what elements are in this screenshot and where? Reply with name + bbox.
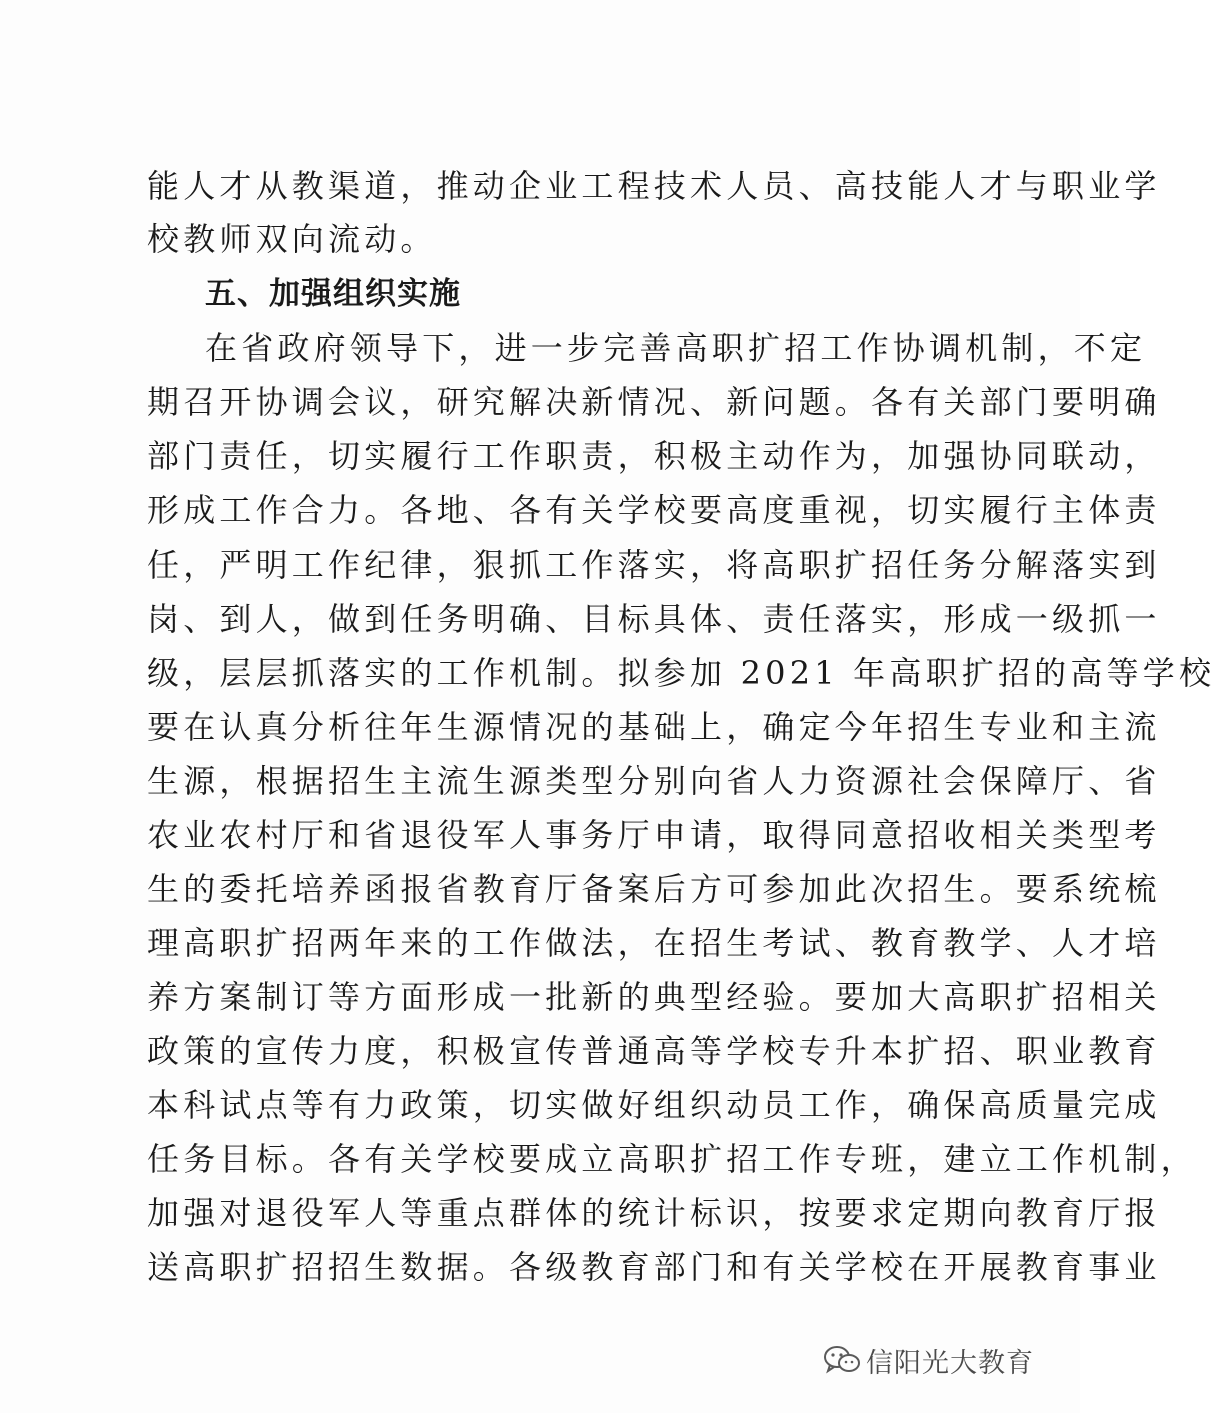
body-line-15: 理高职扩招两年来的工作做法，在招生考试、教育教学、人才培 (147, 924, 1161, 962)
body-line-6: 部门责任，切实履行工作职责，积极主动作为，加强协同联动， (147, 437, 1161, 475)
watermark (822, 1340, 1034, 1380)
body-line-12: 生源，根据招生主流生源类型分别向省人力资源社会保障厅、省 (147, 762, 1161, 800)
body-line-7: 形成工作合力。各地、各有关学校要高度重视，切实履行主体责 (147, 491, 1161, 529)
body-line-5: 期召开协调会议，研究解决新情况、新问题。各有关部门要明确 (147, 383, 1161, 421)
body-line-19: 任务目标。各有关学校要成立高职扩招工作专班，建立工作机制， (147, 1140, 1197, 1178)
body-line-14: 生的委托培养函报省教育厅备案后方可参加此次招生。要系统梳 (147, 870, 1161, 908)
wechat-icon (822, 1344, 862, 1376)
body-line-10: 级，层层抓落实的工作机制。拟参加 2021 年高职扩招的高等学校 (147, 654, 1215, 692)
body-line-1: 能人才从教渠道，推动企业工程技术人员、高技能人才与职业学 (147, 167, 1161, 205)
body-line-2: 校教师双向流动。 (147, 220, 437, 258)
body-line-13: 农业农村厅和省退役军人事务厅申请，取得同意招收相关类型考 (147, 816, 1161, 854)
body-line-16: 养方案制订等方面形成一批新的典型经验。要加大高职扩招相关 (147, 978, 1161, 1016)
section-heading: 五、加强组织实施 (205, 276, 461, 312)
body-line-9: 岗、到人，做到任务明确、目标具体、责任落实，形成一级抓一 (147, 600, 1161, 638)
body-line-18: 本科试点等有力政策，切实做好组织动员工作，确保高质量完成 (147, 1086, 1161, 1124)
body-line-17: 政策的宣传力度，积极宣传普通高等学校专升本扩招、职业教育 (147, 1032, 1161, 1070)
body-line-21: 送高职扩招招生数据。各级教育部门和有关学校在开展教育事业 (147, 1248, 1161, 1286)
paragraph-first-line: 在省政府领导下，进一步完善高职扩招工作协调机制，不定 (205, 329, 1147, 367)
body-line-11: 要在认真分析往年生源情况的基础上，确定今年招生专业和主流 (147, 708, 1161, 746)
body-line-8: 任，严明工作纪律，狠抓工作落实，将高职扩招任务分解落实到 (147, 546, 1161, 584)
watermark-text: 信阳光大教育 (866, 1347, 1034, 1379)
body-line-20: 加强对退役军人等重点群体的统计标识，按要求定期向教育厅报 (147, 1194, 1161, 1232)
